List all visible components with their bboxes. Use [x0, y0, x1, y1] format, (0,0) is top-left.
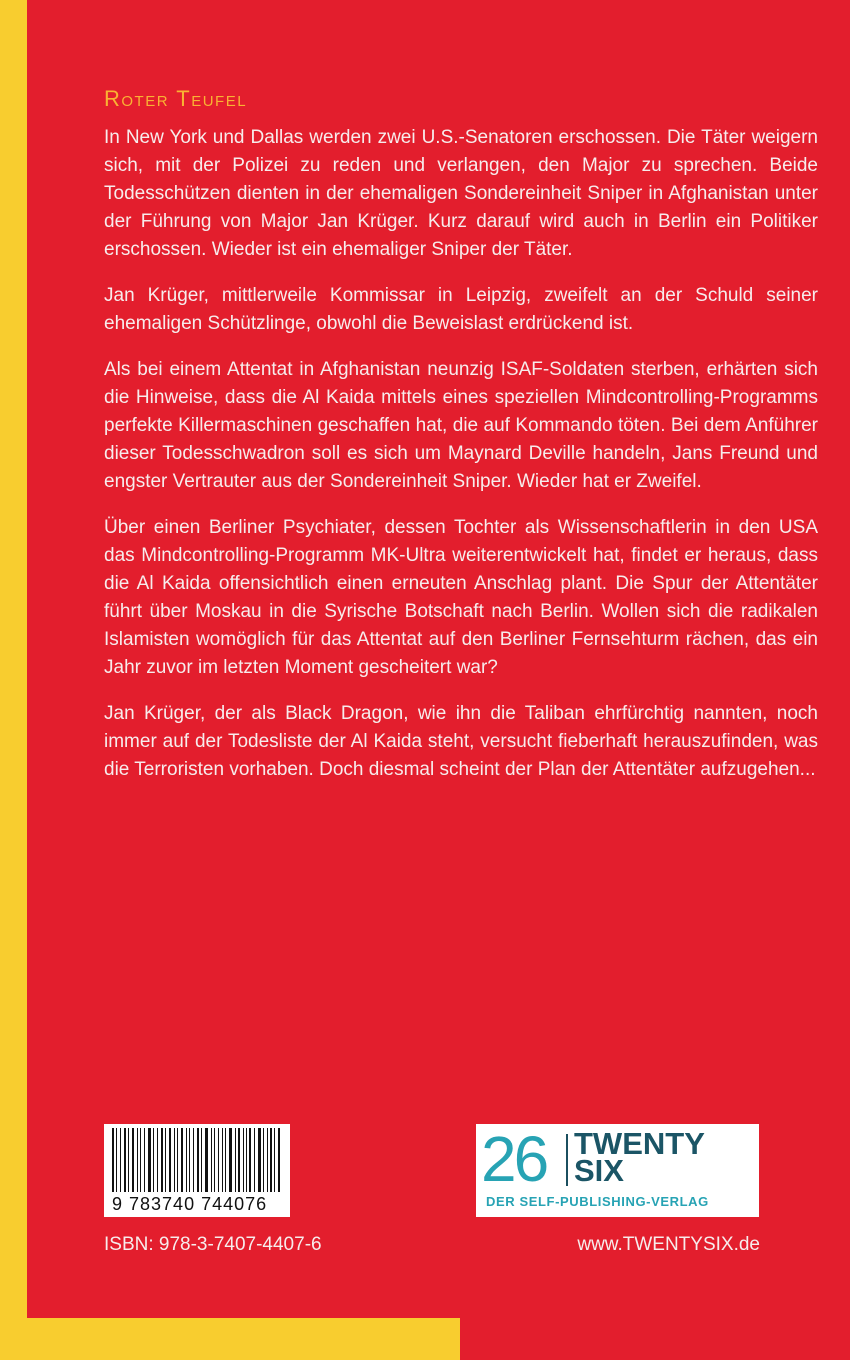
barcode-bar	[249, 1128, 251, 1192]
paragraph: Jan Krüger, mittlerweile Kommissar in Leipzig, zweifelt an der Schuld seiner ehemaligen Schützlinge, obwohl die Beweislast erdrückend ist.	[104, 285, 818, 334]
logo-name-line2: SIX	[574, 1153, 624, 1188]
barcode-bar	[214, 1128, 215, 1192]
barcode-bar	[229, 1128, 232, 1192]
barcode-bar	[124, 1128, 127, 1192]
barcode-bar	[218, 1128, 220, 1192]
barcode-bar	[246, 1128, 247, 1192]
logo-number: 26	[481, 1123, 547, 1195]
paragraph: Als bei einem Attentat in Afghanistan neunzig ISAF-Soldaten sterben, erhärten sich die Hinweise, dass die Al Kaida mittels eines speziellen Mindcontrolling-Programms perfekte Killermaschinen geschaffen hat, die auf Kommando töten. Bei dem Anführer dieser Todesschwadron soll es sich um Maynard Deville handeln, Jans Freund und engster Vertrauter aus der Sondereinheit Sniper. Wieder hat er Zweifel.	[104, 359, 818, 492]
barcode-bar	[144, 1128, 146, 1192]
barcode-bar	[174, 1128, 175, 1192]
barcode-bar	[161, 1128, 163, 1192]
barcode-bar	[205, 1128, 208, 1192]
blurb	[104, 86, 818, 802]
barcode-bar	[267, 1128, 268, 1192]
barcode-bar	[112, 1128, 114, 1192]
barcode-bar	[238, 1128, 240, 1192]
barcode-bar	[197, 1128, 199, 1192]
barcode-bar	[137, 1128, 138, 1192]
barcode-bars	[112, 1128, 282, 1192]
logo-name	[574, 1126, 705, 1188]
barcode-bar	[148, 1128, 151, 1192]
barcode-bar	[243, 1128, 244, 1192]
barcode-bar	[169, 1128, 172, 1192]
barcode-bar	[181, 1128, 183, 1192]
barcode-bar	[128, 1128, 129, 1192]
publisher-url: www.TWENTYSIX.de	[577, 1234, 760, 1255]
barcode-bar	[116, 1128, 117, 1192]
barcode-bar	[201, 1128, 202, 1192]
paragraph: In New York und Dallas werden zwei U.S.-Senatoren erschossen. Die Täter weigern sich, mit der Polizei zu reden und verlangen, den Major zu sprechen. Beide Todesschützen dienten in der ehemaligen Sondereinheit Sniper in Afghanistan unter der Führung von Major Jan Krüger. Kurz darauf wird auch in Berlin ein Politiker erschossen. Wieder ist ein ehemaliger Sniper der Täter.	[104, 127, 818, 260]
barcode-bar	[254, 1128, 255, 1192]
logo-divider	[566, 1134, 568, 1186]
yellow-bottom-bar	[0, 1318, 460, 1360]
publisher-logo	[476, 1124, 759, 1217]
barcode-bar	[274, 1128, 275, 1192]
barcode-bar	[278, 1128, 280, 1192]
barcode-bar	[140, 1128, 141, 1192]
barcode-bar	[235, 1128, 236, 1192]
barcode-bar	[153, 1128, 154, 1192]
barcode-bar	[157, 1128, 158, 1192]
barcode-bar	[222, 1128, 223, 1192]
barcode-bar	[177, 1128, 178, 1192]
barcode-bar	[270, 1128, 272, 1192]
barcode-bar	[186, 1128, 187, 1192]
paragraph: Über einen Berliner Psychiater, dessen Tochter als Wissenschaftlerin in den USA das Mindcontrolling-Programm MK-Ultra weiterentwickelt hat, findet er heraus, dass die Al Kaida offensichtlich einen erneuten Anschlag plant. Die Spur der Attentäter führt über Moskau in die Syrische Botschaft nach Berlin. Wollen sich die radikalen Islamisten womöglich für das Attentat auf den Berliner Fernsehturm rächen, das ein Jahr zuvor im letzten Moment gescheitert war?	[104, 517, 818, 678]
logo-tagline: DER SELF-PUBLISHING-VERLAG	[486, 1194, 709, 1209]
barcode-bar	[225, 1128, 226, 1192]
barcode-bar	[120, 1128, 121, 1192]
logo-name-line1: TWENTY	[574, 1126, 705, 1161]
barcode-bar	[165, 1128, 166, 1192]
barcode-bar	[132, 1128, 134, 1192]
isbn: ISBN: 978-3-7407-4407-6	[104, 1234, 322, 1255]
barcode-bar	[263, 1128, 264, 1192]
barcode-bar	[193, 1128, 195, 1192]
barcode-bar	[211, 1128, 212, 1192]
barcode	[104, 1124, 290, 1217]
book-title: Roter Teufel	[104, 86, 248, 111]
yellow-side-strip	[0, 0, 27, 1360]
barcode-number: 9 783740 744076	[112, 1194, 268, 1214]
barcode-bar	[189, 1128, 190, 1192]
paragraph: Jan Krüger, der als Black Dragon, wie ihn die Taliban ehrfürchtig nannten, noch immer auf der Todesliste der Al Kaida steht, versucht fieberhaft herauszufinden, was die Terroristen vorhaben. Doch diesmal scheint der Plan der Attentäter aufzugehen...	[104, 703, 818, 780]
barcode-bar	[258, 1128, 261, 1192]
